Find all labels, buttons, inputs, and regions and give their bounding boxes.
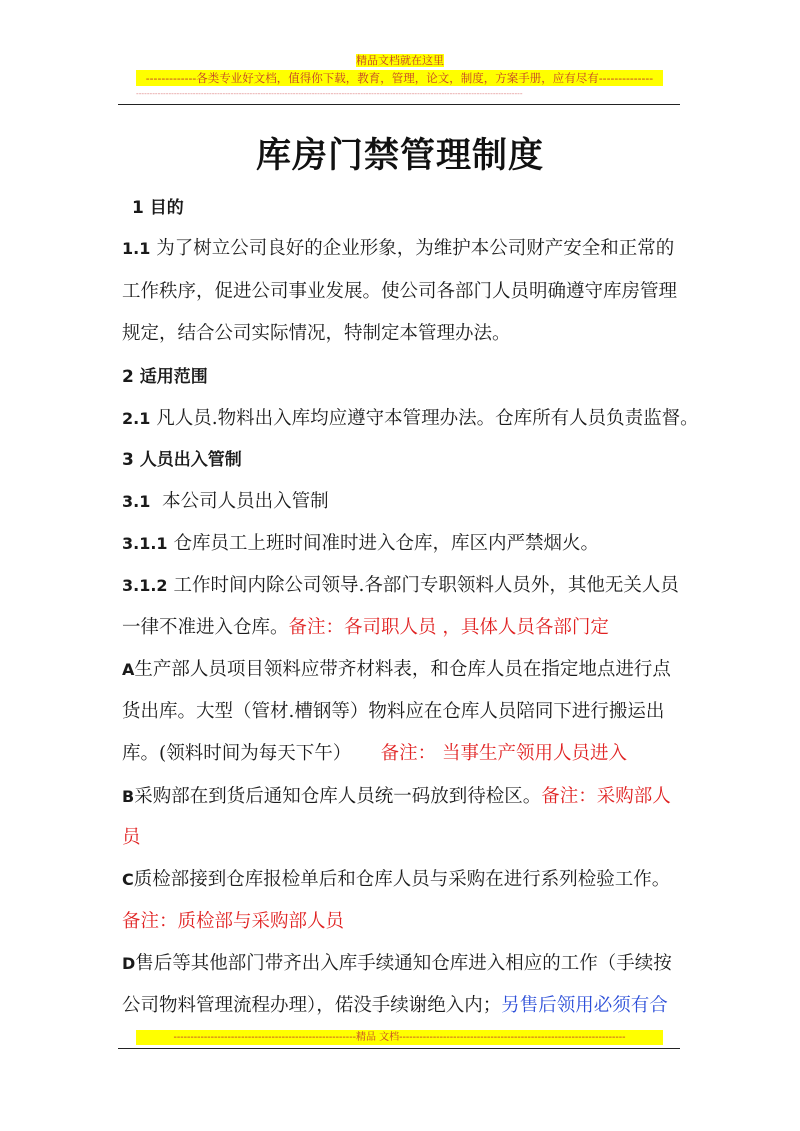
clause-number: 3.1.2 bbox=[122, 576, 168, 595]
item-label: D bbox=[122, 954, 136, 973]
note-remark: 备注：各司职人员 ，具体人员各部门定 bbox=[288, 617, 609, 638]
item-label: B bbox=[122, 787, 135, 806]
clause-1-1-line-1: 1.1 为了树立公司良好的企业形象，为维护本公司财产安全和正常的 bbox=[122, 238, 675, 259]
note-remark: 备注： 当事生产领用人员进入 bbox=[380, 743, 628, 764]
item-c-note: 备注：质检部与采购部人员 bbox=[122, 911, 345, 932]
clause-number: 3.1.1 bbox=[122, 534, 168, 553]
clause-3-1-1: 3.1.1 仓库员工上班时间准时进入仓库，库区内严禁烟火。 bbox=[122, 533, 599, 554]
header-rule bbox=[118, 104, 680, 105]
clause-3-1: 3.1 本公司人员出入管制 bbox=[122, 491, 329, 512]
section-1-heading: 1 目的 bbox=[132, 198, 184, 218]
item-b-line-2: 员 bbox=[122, 827, 141, 848]
clause-number: 1.1 bbox=[122, 239, 151, 258]
item-c-line-1: C质检部接到仓库报检单后和仓库人员与采购在进行系列检验工作。 bbox=[122, 869, 671, 890]
header-top-label: 精品文档就在这里 bbox=[356, 54, 444, 67]
clause-number: 3.1 bbox=[122, 492, 151, 511]
item-a-line-2: 货出库。大型（管材.槽钢等）物料应在仓库人员陪同下进行搬运出 bbox=[122, 701, 665, 722]
clause-3-1-2-line-1: 3.1.2 工作时间内除公司领导.各部门专职领料人员外，其他无关人员 bbox=[122, 575, 679, 596]
footer-banner: ------------------------------------------------------精品 文档------------------------------------------------------------------- bbox=[136, 1030, 663, 1045]
clause-1-1-line-2: 工作秩序，促进公司事业发展。使公司各部门人员明确遵守库房管理 bbox=[122, 281, 678, 302]
header-dash-line: ----------------------------------------------------------------------------------------------------------------------------------------------- bbox=[136, 89, 523, 98]
clause-3-1-2-line-2: 一律不准进入仓库。备注：各司职人员 ，具体人员各部门定 bbox=[122, 617, 609, 638]
clause-1-1-line-3: 规定，结合公司实际情况，特制定本管理办法。 bbox=[122, 323, 511, 344]
note-blue: 另售后领用必须有合 bbox=[501, 995, 668, 1016]
header-banner: -------------各类专业好文档，值得你下载，教育，管理，论文，制度，方案手册，应有尽有-------------- bbox=[136, 70, 663, 86]
item-b-line-1: B采购部在到货后通知仓库人员统一码放到待检区。备注：采购部人 bbox=[122, 786, 671, 807]
item-a-line-3: 库。(领料时间为每天下午） 备注： 当事生产领用人员进入 bbox=[122, 743, 628, 764]
section-2-heading: 2 适用范围 bbox=[122, 367, 208, 387]
clause-number: 2.1 bbox=[122, 409, 151, 428]
page-title: 库房门禁管理制度 bbox=[255, 135, 544, 176]
item-label: A bbox=[122, 660, 135, 679]
item-d-line-2: 公司物料管理流程办理），偌没手续谢绝入内；另售后领用必须有合 bbox=[122, 995, 668, 1016]
item-d-line-1: D售后等其他部门带齐出入库手续通知仓库进入相应的工作（手续按 bbox=[122, 953, 672, 974]
item-a-line-1: A生产部人员项目领料应带齐材料表，和仓库人员在指定地点进行点 bbox=[122, 659, 671, 680]
footer-rule bbox=[118, 1048, 680, 1049]
note-remark: 备注：采购部人 bbox=[541, 786, 671, 807]
item-label: C bbox=[122, 870, 134, 889]
clause-2-1: 2.1 凡人员.物料出入库均应遵守本管理办法。仓库所有人员负责监督。 bbox=[122, 408, 699, 429]
section-3-heading: 3 人员出入管制 bbox=[122, 450, 242, 470]
